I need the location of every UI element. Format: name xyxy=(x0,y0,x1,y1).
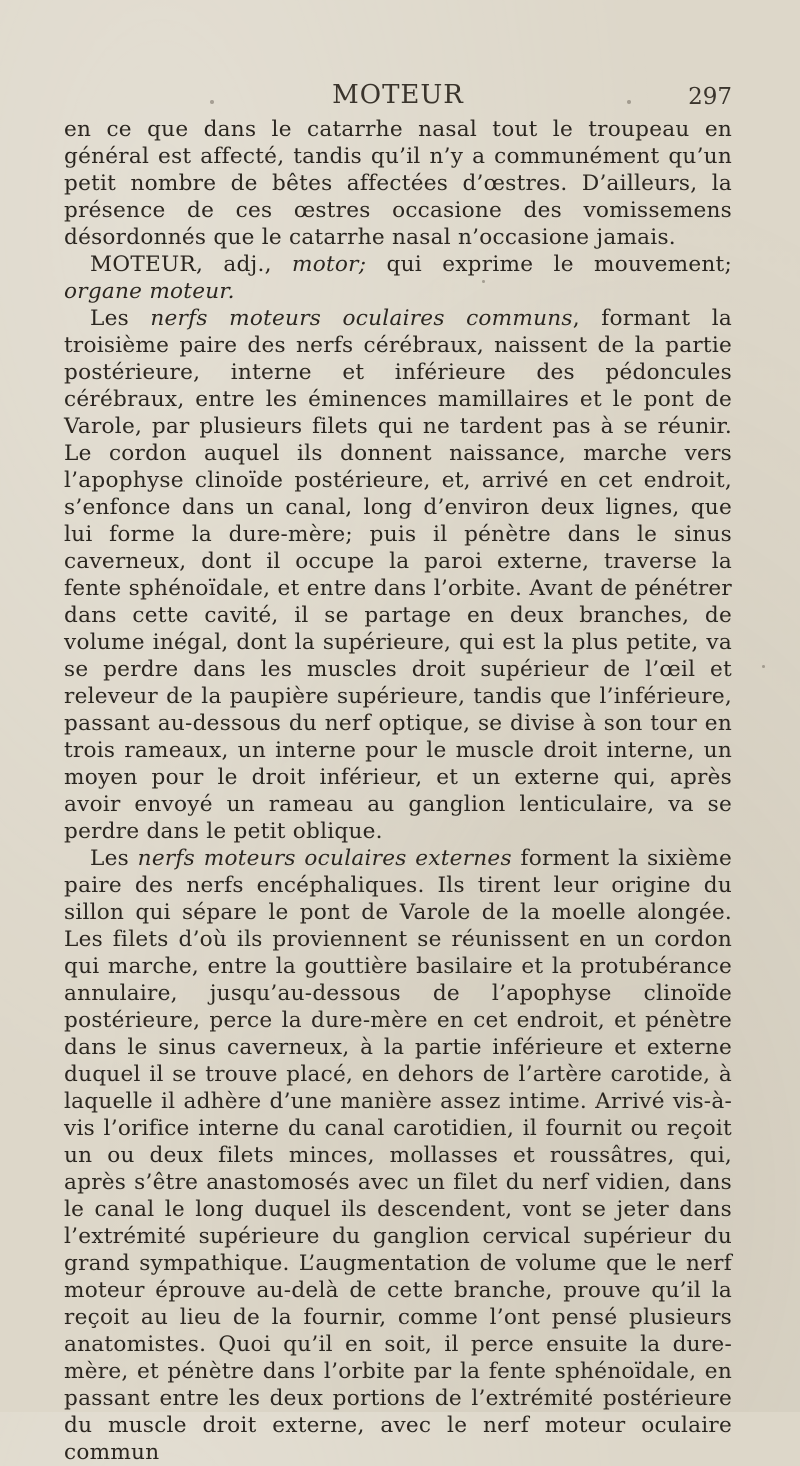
paragraph-text: , formant la troisième paire des nerfs cérébraux, naissent de la partie postérieure, interne et inférieure des pédoncules cérébraux, entre les éminences mamillaires et le pont de Varole, par plusieurs filets qui ne tardent pas à se réunir. Le cordon auquel ils donnent naissance, marche vers l’apophyse clinoïde postérieure, et, arrivé en cet endroit, s’enfonce dans un canal, long d’environ deux lignes, que lui forme la dure-mère; puis il pénètre dans le sinus caverneux, dont il occupe la paroi externe, traverse la fente sphénoïdale, et entre dans l’orbite. Avant de pénétrer dans cette cavité, il se partage en deux branches, de volume inégal, dont la supérieure, qui est la plus petite, va se perdre dans les muscles droit supérieur de l’œil et releveur de la paupière supérieure, tandis que l’inférieure, passant au-dessous du nerf optique, se divise à son tour en trois rameaux, un interne pour le muscle droit interne, un moyen pour le droit inférieur, et un externe qui, après avoir envoyé un rameau au ganglion lenticulaire, va se perdre dans le petit oblique. xyxy=(64,306,732,844)
entry-text: qui exprime le mouvement; xyxy=(366,252,732,277)
paragraph-text: forment la sixième paire des nerfs encéphaliques. Ils tirent leur origine du sillon qui sépare le pont de Varole de la moelle alongée. Les filets d’où ils proviennent se réunissent en un cordon qui marche, entre la gouttière basilaire et la protubérance annulaire, jusqu’au-dessous de l’apophyse clinoïde postérieure, perce la dure-mère en cet endroit, et pénètre dans le sinus caverneux, à la partie inférieure et externe duquel il se trouve placé, en dehors de l’artère carotide, à laquelle il adhère d’une manière assez intime. Arrivé vis-à-vis l’orifice interne du canal carotidien, il fournit ou reçoit un ou deux filets minces, mollasses et roussâtres, qui, après s’être anastomosés avec un filet du nerf vidien, dans le canal le long duquel ils descendent, vont se jeter dans l’extrémité supérieure du ganglion cervical supérieur du grand sympathique. L’augmentation de volume que le nerf moteur éprouve au-delà de cette branche, prouve qu’il la reçoit au lieu de la fournir, comme l’ont pensé plusieurs anatomistes. Quoi qu’il en soit, il perce ensuite la dure-mère, et pénètre dans l’orbite par la fente sphénoïdale, en passant entre les deux portions de l’extrémité postérieure du muscle droit externe, avec le nerf moteur oculaire commun xyxy=(64,846,732,1465)
entry-moteur xyxy=(64,251,732,305)
paragraph-italic: nerfs moteurs oculaires externes xyxy=(137,846,512,871)
body-text xyxy=(64,116,732,1466)
running-head xyxy=(64,76,732,116)
paragraph-nerfs-communs xyxy=(64,305,732,845)
running-title: MOTEUR xyxy=(332,80,464,110)
paragraph-continued: en ce que dans le catarrhe nasal tout le troupeau en général est affecté, tandis qu’il n’y a communément qu’un petit nombre de bêtes affectées d’œstres. D’ailleurs, la présence de ces œstres occasione des vomissemens désordonnés que le catarrhe nasal n’occasione jamais. xyxy=(64,117,732,250)
paragraph-text: Les xyxy=(90,846,138,871)
page-number: 297 xyxy=(688,84,732,110)
entry-text: , adj., xyxy=(195,252,292,277)
book-page xyxy=(64,76,732,1466)
entry-headword: MOTEUR xyxy=(90,252,196,277)
entry-italic: motor; xyxy=(292,252,367,277)
paragraph-italic: nerfs moteurs oculaires communs xyxy=(150,306,573,331)
paragraph-nerfs-externes xyxy=(64,845,732,1466)
entry-italic: organe moteur. xyxy=(64,279,235,304)
paragraph-text: Les xyxy=(90,306,151,331)
paper-speck xyxy=(762,665,765,668)
